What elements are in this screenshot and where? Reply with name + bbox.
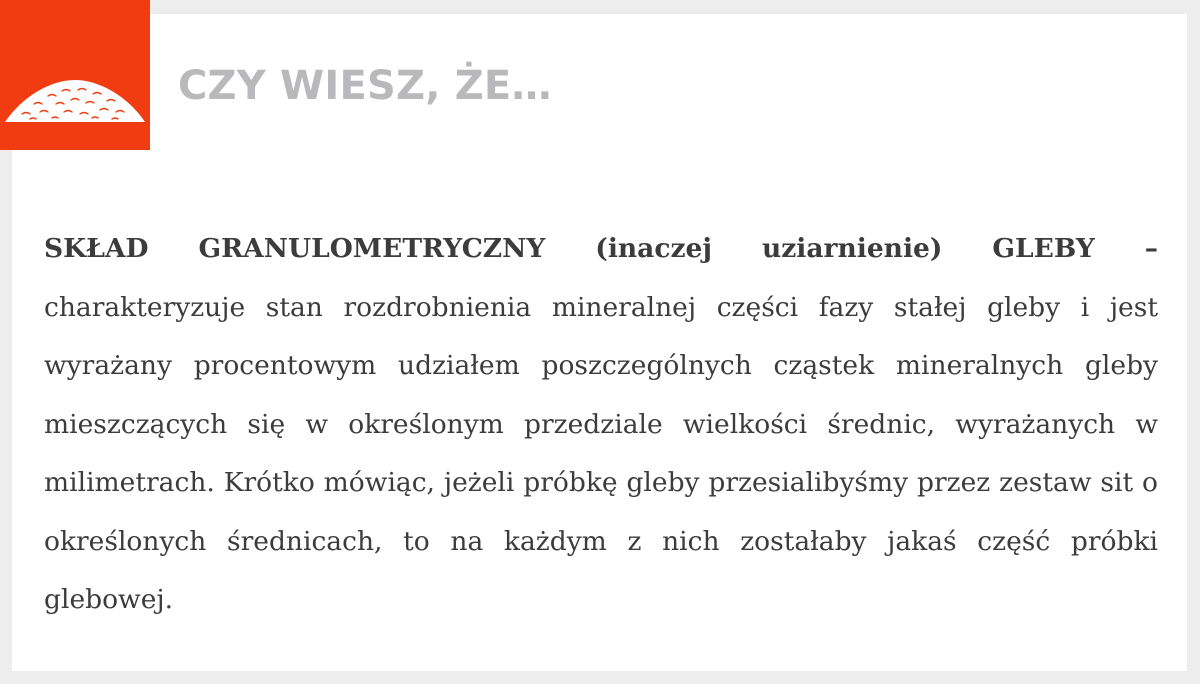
definition-paragraph [44,220,1158,630]
logo-box [0,0,150,150]
defined-term: SKŁAD GRANULOMETRYCZNY (inaczej uziarnienie) GLEBY – [44,233,1158,264]
soil-mound-icon [0,0,150,150]
page-title: CZY WIESZ, ŻE… [178,63,552,109]
definition-text: charakteryzuje stan rozdrobnienia mineralnej części fazy stałej gleby i jest wyrażany procentowym udziałem poszczególnych cząstek mineralnych gleby mieszczących się w określonym przedziale wielkości średnic, wyrażanych w milimetrach. Krótko mówiąc, jeżeli próbkę gleby przesialibyśmy przez zestaw sit o określonych średnicach, to na każdym z nich zostałaby jakaś część próbki glebowej. [44,291,1158,615]
